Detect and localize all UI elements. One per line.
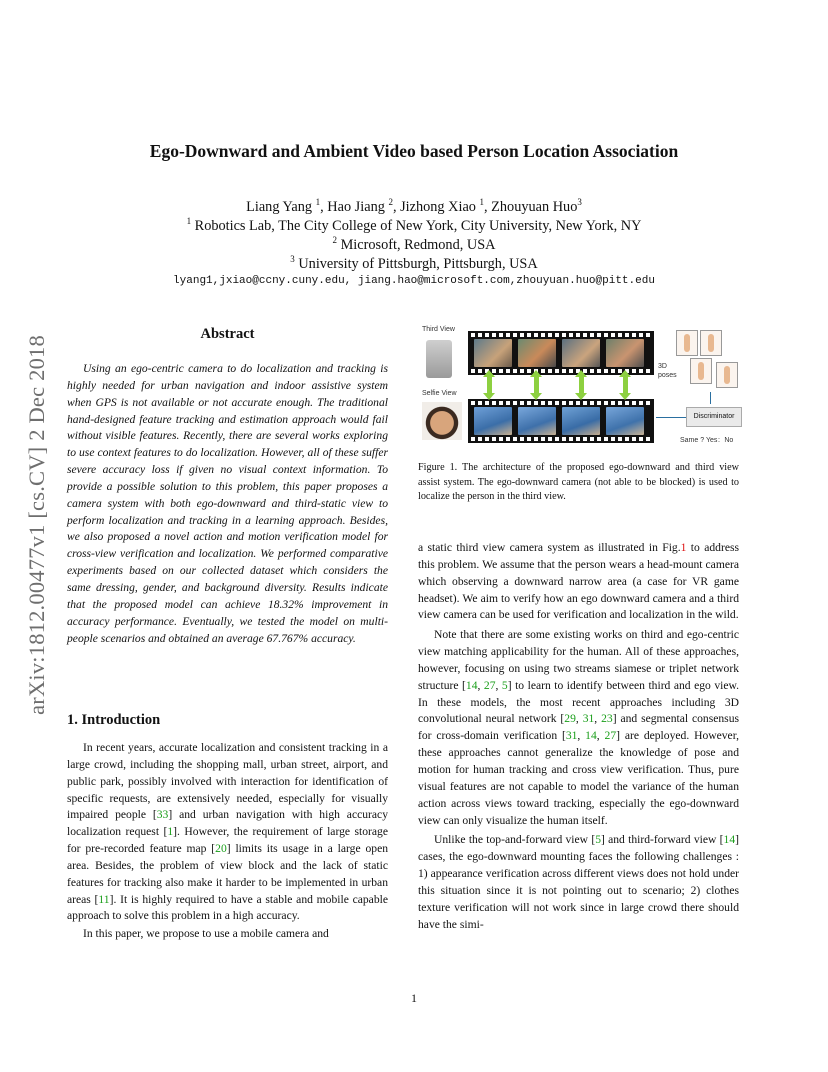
figure-architecture: [418, 326, 740, 448]
intro-heading-wrap: [67, 712, 388, 729]
intro-paragraph-2-start: In this paper, we propose to use a mobile camera and: [83, 927, 329, 941]
author-name: , Jizhong Xiao: [392, 198, 476, 215]
arrow-to-discriminator: [710, 392, 711, 404]
discriminator-box: Discriminator: [686, 407, 742, 427]
output-label: Same ? Yes：No: [680, 437, 734, 444]
citation-link[interactable]: 14: [723, 833, 736, 847]
author-sup: 1: [315, 197, 321, 207]
author-name: , Hao Jiang: [320, 198, 385, 215]
figure-ref-link[interactable]: 1: [680, 541, 687, 554]
citation-link[interactable]: 31: [565, 729, 578, 743]
citation-link[interactable]: 5: [595, 833, 601, 847]
selfie-view-film-strip: [468, 399, 654, 443]
poses-label: 3D poses: [658, 363, 677, 379]
citation-link[interactable]: 5: [501, 678, 508, 692]
arxiv-identifier: arXiv:1812.00477v1 [cs.CV] 2 Dec 2018: [24, 335, 49, 715]
pose-figure: [676, 330, 698, 356]
intro-paragraph-1: In recent years, accurate localization and consistent tracking in a large crowd, including the shopping mall, urban street, airport, and public park, possibly involved with interaction for identification of specific requests, are extensively needed, especially for visually impaired people [33] and urban navigation with high accuracy localization request [1]. However, the requirement of large storage for pre-recorded feature map [20] limits its usage in a large open area. Besides, the problem of view block and the lack of static features for tracking also make it harder to be implemented in urban areas [11]. It is highly required to have a stable and mobile capable approach to solve this problem in a high accuracy.: [67, 741, 389, 923]
abstract-heading-wrap: [67, 326, 388, 343]
citation-link[interactable]: 31: [582, 712, 595, 726]
author-sup: 2: [388, 197, 393, 207]
author-name: , Zhouyuan Huo: [484, 198, 578, 215]
affiliation-sup: 2: [332, 235, 338, 245]
page-number: 1: [411, 991, 417, 1005]
citation-link[interactable]: 20: [215, 842, 227, 856]
intro-left-body: [67, 740, 388, 943]
intro-paragraph-2: a static third view camera system as illustrated in Fig.1 to address this problem. We assume that the person wears a head-mount camera which observing a downward narrow area (a case for VR game headset). We aim to verify how an ego downward camera and a third view camera can be used for verification and localization in the wild.: [418, 541, 739, 622]
citation-link[interactable]: 14: [465, 678, 478, 692]
arxiv-sidebar: [22, 290, 52, 760]
arrow-film-to-discriminator: [656, 417, 686, 418]
citation-link[interactable]: 11: [98, 892, 110, 906]
author-sup: 3: [577, 197, 582, 207]
third-view-camera-image: [426, 340, 452, 378]
affiliation-text: Microsoft, Redmond, USA: [337, 236, 496, 253]
affiliation-text: Robotics Lab, The City College of New York, City University, New York, NY: [191, 217, 642, 234]
citation-link[interactable]: 27: [604, 729, 617, 743]
match-arrow: [579, 376, 584, 394]
affiliation-sup: 3: [290, 254, 295, 264]
intro-paragraph-4: Unlike the top-and-forward view [5] and third-forward view [14] cases, the ego-downward mounting faces the following challenges : 1) appearance verification across different views does not hold under this situation since it is not pointing out to scenario; 2) clothes texture verification will not work since in large crowd there should have the simi-: [418, 833, 739, 931]
intro-paragraph-3: Note that there are some existing works on third and ego-centric view matching applicability for the human. All of these approaches, however, focusing on using two streams siamese or triplet network structure [14, 27, 5] to learn to identify between third and ego view. In these models, the most recent approaches including 3D convolutional neural network [29, 31, 23] and segmental consensus for cross-domain verification [31, 14, 27] are deployed. However, these approaches cannot generalize the knowledge of pose and motion for human tracking and cross view verification. Thus, pure visual features are not capable to model the variance of the human action across views toward tracking, especially the ego-downward view can only visualize the human itself.: [418, 628, 740, 827]
affiliation-sup: 1: [186, 216, 192, 226]
paper-title: Ego-Downward and Ambient Video based Person Location Association: [149, 141, 679, 161]
match-arrow: [487, 376, 492, 394]
selfie-view-person-image: [422, 402, 462, 440]
pose-figure: [716, 362, 738, 388]
author-emails: lyang1,jxiao@ccny.cuny.edu, jiang.hao@microsoft.com,zhouyuan.huo@pitt.edu: [173, 275, 655, 287]
intro-heading: 1. Introduction: [67, 712, 161, 728]
match-arrow: [623, 376, 628, 394]
citation-link[interactable]: 1: [167, 825, 174, 839]
third-view-film-strip: [468, 331, 654, 375]
third-view-label: Third View: [422, 326, 455, 333]
intro-right-body: [418, 540, 739, 933]
figure-caption: Figure 1. The architecture of the proposed ego-downward and third view assist system. The ego-downward camera (not able to be blocked) is used to localize the person in the third view.: [418, 462, 739, 502]
abstract-body: [67, 361, 388, 647]
abstract-heading: Abstract: [200, 326, 255, 342]
author-name: Liang Yang: [246, 198, 313, 215]
selfie-view-label: Selfie View: [422, 390, 457, 397]
match-arrow: [534, 376, 539, 394]
citation-link[interactable]: 27: [483, 678, 496, 692]
citation-link[interactable]: 33: [156, 808, 169, 822]
citation-link[interactable]: 23: [601, 712, 613, 726]
author-sup: 1: [479, 197, 485, 207]
citation-link[interactable]: 29: [564, 712, 576, 726]
pose-figure: [690, 358, 712, 384]
affiliation-3: [60, 250, 768, 274]
affiliation-text: University of Pittsburgh, Pittsburgh, USA: [294, 255, 538, 272]
abstract-text: Using an ego-centric camera to do localization and tracking is highly needed for urban navigation and indoor assistive system when GPS is not available or not accurate enough. The traditional hand-designed feature tracking and estimation approach would fail without visible features. Recently, there are several works exploring to use context features to do localization. However, all of these suffer severe accuracy loss if given no visual context information. To provide a possible solution to this problem, this paper proposes a camera system with both ego-downward and third-static view to perform localization and tracking in a learning approach. Besides, we also proposed a novel action and motion verification model for cross-view verification and localization. We performed comparative experiments based on our collected dataset which considers the same dressing, gender, and background diversity. Results indicate that the proposed model can achieve 18.32% improvement in accuracy performance. Eventually, we tested the model on multi-people scenarios and obtained an average 67.767% accuracy.: [67, 362, 388, 645]
citation-link[interactable]: 14: [585, 729, 597, 743]
pose-figure: [700, 330, 722, 356]
